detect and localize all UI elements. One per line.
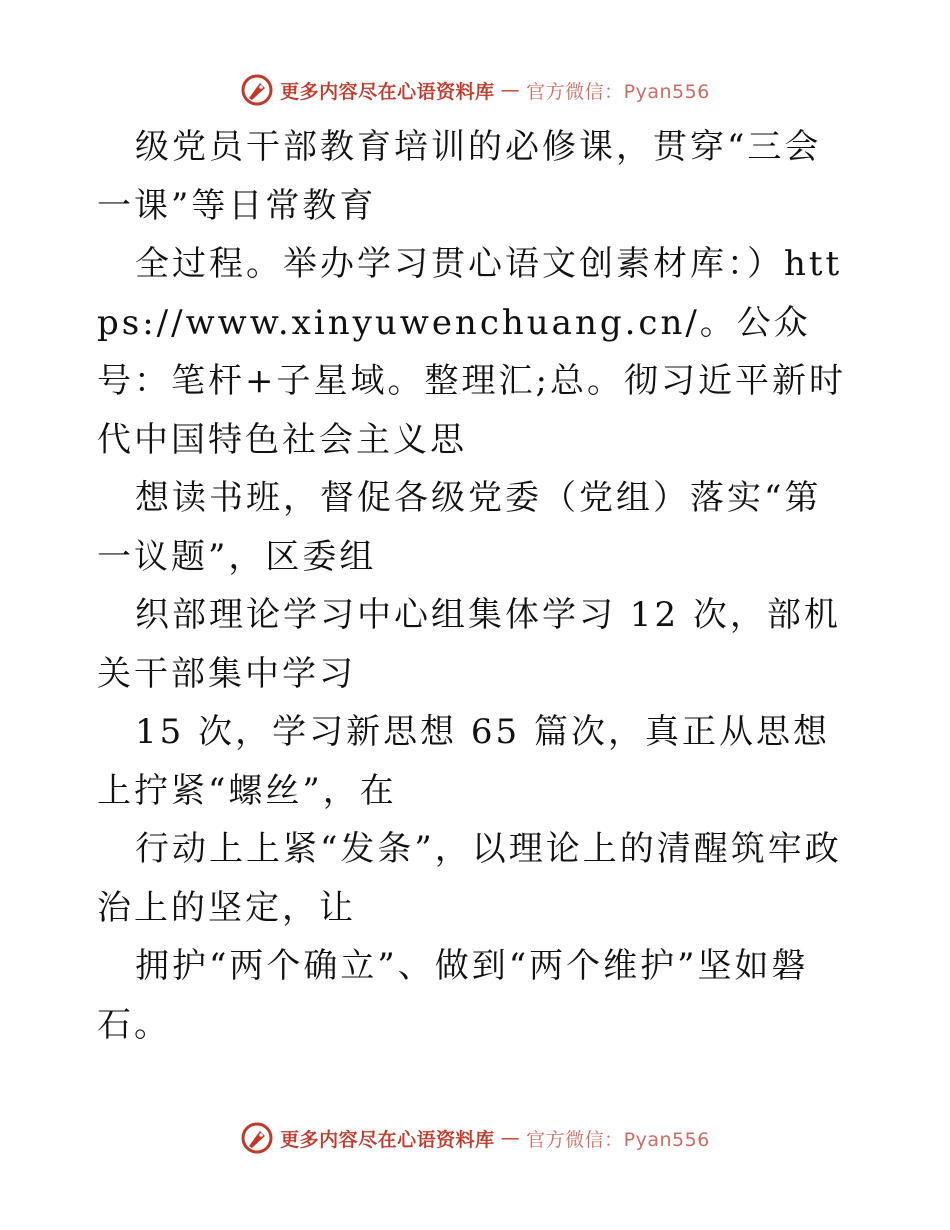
paragraph-6: 行动上上紧“发条”，以理论上的清醒筑牢政治上的坚定，让: [97, 829, 842, 928]
footer-watermark-banner: [0, 1118, 950, 1158]
document-body: [97, 118, 857, 1054]
paragraph-4: 织部理论学习中心组集体学习 12 次，部机关干部集中学习: [97, 595, 841, 694]
paragraph-2: 全过程。举办学习贯心语文创素材库：）https://www.xinyuwenchuang.cn/。公众号：笔杆+子星域。整理汇;总。彻习近平新时代中国特色社会主义思: [97, 244, 846, 460]
header-separator: —: [500, 79, 521, 101]
header-watermark-banner: [0, 70, 950, 110]
paragraph-1: 级党员干部教育培训的必修课，贯穿“三会一课”等日常教育: [97, 127, 822, 226]
footer-contact-text: 官方微信：Pyan556: [526, 1128, 710, 1151]
footer-brand-text: 更多内容尽在心语资料库: [280, 1128, 495, 1151]
footer-separator: —: [500, 1127, 521, 1149]
pen-nib-logo-icon: [240, 73, 274, 107]
header-brand-text: 更多内容尽在心语资料库: [280, 80, 495, 103]
paragraph-7: 拥护“两个确立”、做到“两个维护”坚如磐石。: [97, 946, 809, 1045]
paragraph-5: 15 次，学习新思想 65 篇次，真正从思想上拧紧“螺丝”，在: [97, 712, 830, 811]
pen-nib-logo-icon: [240, 1121, 274, 1155]
paragraph-3: 想读书班，督促各级党委（党组）落实“第一议题”，区委组: [97, 478, 822, 577]
header-contact-text: 官方微信：Pyan556: [526, 80, 710, 103]
